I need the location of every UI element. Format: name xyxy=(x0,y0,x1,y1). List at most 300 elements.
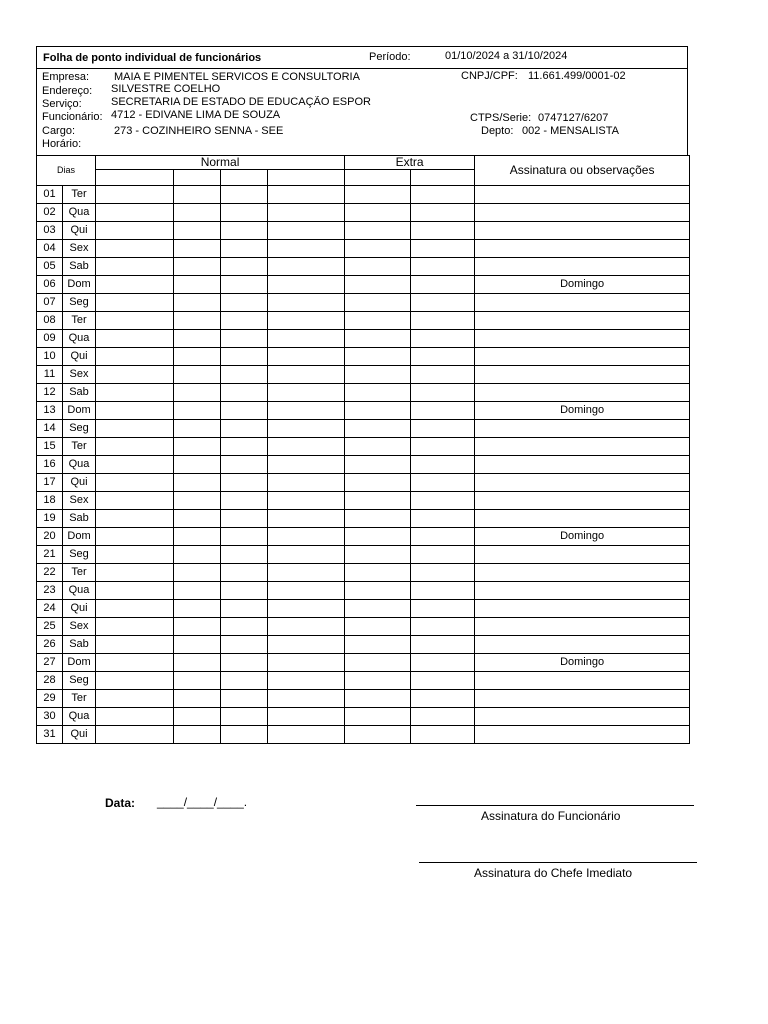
depto-label: Depto: xyxy=(481,125,514,137)
weekday-cell: Sex xyxy=(63,366,96,384)
cnpj-label: CNPJ/CPF: xyxy=(461,70,518,82)
normal-exit-2-cell xyxy=(268,492,345,510)
normal-entry-1-cell xyxy=(96,384,174,402)
weekday-cell: Sab xyxy=(63,636,96,654)
observation-cell xyxy=(475,582,690,600)
observation-cell xyxy=(475,456,690,474)
table-row xyxy=(37,564,690,582)
extra-exit-cell xyxy=(411,384,475,402)
weekday-cell: Seg xyxy=(63,672,96,690)
table-row xyxy=(37,240,690,258)
day-cell: 27 xyxy=(37,654,63,672)
normal-entry-2-cell xyxy=(221,384,268,402)
normal-exit-1-cell xyxy=(174,600,221,618)
ctps-value: 0747127/6207 xyxy=(538,112,609,124)
day-cell: 23 xyxy=(37,582,63,600)
servico-value: SECRETARIA DE ESTADO DE EDUCAÇÃO ESPOR xyxy=(111,96,371,108)
normal-entry-1-cell xyxy=(96,366,174,384)
table-row xyxy=(37,438,690,456)
table-row xyxy=(37,456,690,474)
weekday-cell: Qui xyxy=(63,348,96,366)
normal-exit-2-cell xyxy=(268,510,345,528)
empresa-label: Empresa: xyxy=(42,71,90,83)
observation-cell xyxy=(475,492,690,510)
normal-entry-1-cell xyxy=(96,456,174,474)
normal-entry-2-cell xyxy=(221,636,268,654)
weekday-cell: Qua xyxy=(63,582,96,600)
day-cell: 30 xyxy=(37,708,63,726)
normal-exit-1-cell xyxy=(174,618,221,636)
normal-header: Normal xyxy=(96,156,345,170)
extra-entry-cell xyxy=(345,672,411,690)
assinatura-header: Assinatura ou observações xyxy=(475,156,690,186)
normal-exit-1-cell xyxy=(174,564,221,582)
normal-entry-2-cell xyxy=(221,546,268,564)
normal-exit-2-cell xyxy=(268,636,345,654)
normal-entry-2-cell xyxy=(221,510,268,528)
extra-entry-cell xyxy=(345,474,411,492)
day-cell: 05 xyxy=(37,258,63,276)
normal-exit-1-cell xyxy=(174,366,221,384)
normal-exit-2-cell xyxy=(268,276,345,294)
normal-entry-1-header xyxy=(96,170,174,186)
normal-entry-1-cell xyxy=(96,600,174,618)
normal-entry-2-header xyxy=(221,170,268,186)
normal-exit-1-cell xyxy=(174,384,221,402)
extra-exit-cell xyxy=(411,564,475,582)
dias-header: Dias xyxy=(37,156,96,186)
extra-exit-cell xyxy=(411,222,475,240)
normal-exit-2-cell xyxy=(268,186,345,204)
extra-entry-header xyxy=(345,170,411,186)
observation-cell xyxy=(475,510,690,528)
table-row xyxy=(37,186,690,204)
page-title: Folha de ponto individual de funcionários xyxy=(43,52,262,64)
day-cell: 21 xyxy=(37,546,63,564)
observation-cell xyxy=(475,294,690,312)
normal-entry-1-cell xyxy=(96,312,174,330)
normal-entry-1-cell xyxy=(96,438,174,456)
day-cell: 03 xyxy=(37,222,63,240)
normal-exit-2-cell xyxy=(268,618,345,636)
normal-entry-2-cell xyxy=(221,348,268,366)
data-label: Data: xyxy=(105,796,136,810)
extra-entry-cell xyxy=(345,654,411,672)
weekday-cell: Qua xyxy=(63,456,96,474)
normal-entry-2-cell xyxy=(221,618,268,636)
extra-exit-cell xyxy=(411,600,475,618)
table-row xyxy=(37,204,690,222)
normal-exit-2-cell xyxy=(268,240,345,258)
chefe-signature-line xyxy=(419,862,697,863)
normal-exit-2-cell xyxy=(268,528,345,546)
normal-exit-1-cell xyxy=(174,546,221,564)
weekday-cell: Ter xyxy=(63,312,96,330)
table-row xyxy=(37,636,690,654)
normal-exit-1-cell xyxy=(174,474,221,492)
normal-exit-2-cell xyxy=(268,564,345,582)
normal-exit-2-cell xyxy=(268,582,345,600)
normal-entry-1-cell xyxy=(96,276,174,294)
table-row xyxy=(37,366,690,384)
normal-exit-1-cell xyxy=(174,492,221,510)
normal-entry-2-cell xyxy=(221,654,268,672)
extra-exit-header xyxy=(411,170,475,186)
extra-entry-cell xyxy=(345,546,411,564)
title-bar xyxy=(36,46,688,68)
observation-cell xyxy=(475,726,690,744)
normal-exit-1-cell xyxy=(174,186,221,204)
weekday-cell: Ter xyxy=(63,564,96,582)
extra-entry-cell xyxy=(345,402,411,420)
normal-entry-1-cell xyxy=(96,708,174,726)
extra-entry-cell xyxy=(345,690,411,708)
extra-entry-cell xyxy=(345,636,411,654)
observation-cell xyxy=(475,258,690,276)
day-cell: 09 xyxy=(37,330,63,348)
observation-cell xyxy=(475,204,690,222)
normal-entry-1-cell xyxy=(96,186,174,204)
normal-entry-1-cell xyxy=(96,222,174,240)
servico-label: Serviço: xyxy=(42,98,82,110)
weekday-cell: Dom xyxy=(63,528,96,546)
observation-cell xyxy=(475,384,690,402)
table-row xyxy=(37,708,690,726)
normal-entry-2-cell xyxy=(221,582,268,600)
normal-exit-2-cell xyxy=(268,258,345,276)
extra-exit-cell xyxy=(411,420,475,438)
observation-cell xyxy=(475,618,690,636)
observation-cell xyxy=(475,690,690,708)
day-cell: 18 xyxy=(37,492,63,510)
table-row xyxy=(37,474,690,492)
day-cell: 13 xyxy=(37,402,63,420)
normal-entry-2-cell xyxy=(221,708,268,726)
normal-entry-1-cell xyxy=(96,546,174,564)
normal-entry-1-cell xyxy=(96,618,174,636)
chefe-signature-label: Assinatura do Chefe Imediato xyxy=(474,866,633,880)
table-row xyxy=(37,672,690,690)
observation-cell xyxy=(475,222,690,240)
table-row xyxy=(37,546,690,564)
extra-entry-cell xyxy=(345,510,411,528)
observation-cell: Domingo xyxy=(475,654,690,672)
extra-exit-cell xyxy=(411,276,475,294)
extra-exit-cell xyxy=(411,708,475,726)
normal-exit-1-cell xyxy=(174,510,221,528)
extra-exit-cell xyxy=(411,204,475,222)
extra-exit-cell xyxy=(411,510,475,528)
weekday-cell: Sab xyxy=(63,510,96,528)
depto-value: 002 - MENSALISTA xyxy=(522,125,619,137)
weekday-cell: Sab xyxy=(63,258,96,276)
normal-exit-2-cell xyxy=(268,420,345,438)
cargo-label: Cargo: xyxy=(42,125,76,137)
observation-cell xyxy=(475,348,690,366)
observation-cell xyxy=(475,564,690,582)
normal-entry-1-cell xyxy=(96,654,174,672)
normal-entry-2-cell xyxy=(221,222,268,240)
normal-exit-1-cell xyxy=(174,438,221,456)
extra-exit-cell xyxy=(411,438,475,456)
day-cell: 01 xyxy=(37,186,63,204)
day-cell: 14 xyxy=(37,420,63,438)
weekday-cell: Sex xyxy=(63,240,96,258)
normal-entry-2-cell xyxy=(221,276,268,294)
normal-entry-2-cell xyxy=(221,690,268,708)
extra-entry-cell xyxy=(345,222,411,240)
extra-exit-cell xyxy=(411,366,475,384)
extra-exit-cell xyxy=(411,528,475,546)
extra-entry-cell xyxy=(345,438,411,456)
empresa-value: MAIA E PIMENTEL SERVICOS E CONSULTORIA xyxy=(114,71,360,83)
extra-entry-cell xyxy=(345,348,411,366)
observation-cell: Domingo xyxy=(475,402,690,420)
funcionario-signature-line xyxy=(416,805,694,806)
day-cell: 10 xyxy=(37,348,63,366)
table-row xyxy=(37,402,690,420)
normal-entry-2-cell xyxy=(221,420,268,438)
normal-exit-1-cell xyxy=(174,528,221,546)
extra-exit-cell xyxy=(411,240,475,258)
extra-exit-cell xyxy=(411,672,475,690)
table-row xyxy=(37,258,690,276)
endereco-label: Endereço: xyxy=(42,85,93,97)
extra-entry-cell xyxy=(345,294,411,312)
normal-entry-1-cell xyxy=(96,330,174,348)
normal-exit-1-cell xyxy=(174,582,221,600)
employee-info xyxy=(36,68,688,155)
weekday-cell: Ter xyxy=(63,438,96,456)
weekday-cell: Qua xyxy=(63,204,96,222)
weekday-cell: Sex xyxy=(63,618,96,636)
normal-exit-2-cell xyxy=(268,384,345,402)
observation-cell xyxy=(475,366,690,384)
weekday-cell: Qui xyxy=(63,726,96,744)
normal-exit-1-cell xyxy=(174,222,221,240)
normal-exit-2-header xyxy=(268,170,345,186)
extra-entry-cell xyxy=(345,708,411,726)
weekday-cell: Qui xyxy=(63,474,96,492)
normal-exit-2-cell xyxy=(268,330,345,348)
table-row xyxy=(37,492,690,510)
normal-entry-2-cell xyxy=(221,330,268,348)
day-cell: 29 xyxy=(37,690,63,708)
table-row xyxy=(37,420,690,438)
normal-exit-2-cell xyxy=(268,672,345,690)
weekday-cell: Ter xyxy=(63,186,96,204)
normal-entry-1-cell xyxy=(96,294,174,312)
extra-exit-cell xyxy=(411,726,475,744)
table-row xyxy=(37,294,690,312)
day-cell: 15 xyxy=(37,438,63,456)
weekday-cell: Seg xyxy=(63,420,96,438)
normal-exit-1-cell xyxy=(174,690,221,708)
day-cell: 25 xyxy=(37,618,63,636)
extra-exit-cell xyxy=(411,312,475,330)
extra-entry-cell xyxy=(345,330,411,348)
normal-exit-2-cell xyxy=(268,222,345,240)
normal-entry-1-cell xyxy=(96,258,174,276)
normal-entry-2-cell xyxy=(221,474,268,492)
normal-exit-1-cell xyxy=(174,636,221,654)
normal-exit-1-cell xyxy=(174,654,221,672)
normal-entry-1-cell xyxy=(96,726,174,744)
normal-entry-1-cell xyxy=(96,402,174,420)
table-row xyxy=(37,312,690,330)
normal-exit-1-cell xyxy=(174,276,221,294)
extra-entry-cell xyxy=(345,420,411,438)
table-row xyxy=(37,528,690,546)
normal-exit-1-header xyxy=(174,170,221,186)
funcionario-value: 4712 - EDIVANE LIMA DE SOUZA xyxy=(111,109,281,121)
normal-entry-2-cell xyxy=(221,528,268,546)
normal-exit-2-cell xyxy=(268,366,345,384)
normal-exit-1-cell xyxy=(174,672,221,690)
weekday-cell: Sex xyxy=(63,492,96,510)
normal-entry-2-cell xyxy=(221,564,268,582)
periodo-label: Período: xyxy=(369,51,411,63)
normal-entry-1-cell xyxy=(96,528,174,546)
day-cell: 19 xyxy=(37,510,63,528)
extra-exit-cell xyxy=(411,654,475,672)
weekday-cell: Qua xyxy=(63,330,96,348)
normal-exit-1-cell xyxy=(174,258,221,276)
observation-cell xyxy=(475,600,690,618)
normal-exit-2-cell xyxy=(268,294,345,312)
day-cell: 12 xyxy=(37,384,63,402)
extra-exit-cell xyxy=(411,348,475,366)
observation-cell xyxy=(475,636,690,654)
normal-exit-1-cell xyxy=(174,330,221,348)
normal-exit-1-cell xyxy=(174,726,221,744)
day-cell: 07 xyxy=(37,294,63,312)
observation-cell: Domingo xyxy=(475,528,690,546)
normal-entry-1-cell xyxy=(96,636,174,654)
horario-label: Horário: xyxy=(42,138,82,150)
observation-cell xyxy=(475,312,690,330)
table-row xyxy=(37,330,690,348)
extra-entry-cell xyxy=(345,366,411,384)
timesheet xyxy=(36,46,688,744)
observation-cell xyxy=(475,474,690,492)
normal-entry-2-cell xyxy=(221,438,268,456)
normal-exit-2-cell xyxy=(268,726,345,744)
extra-entry-cell xyxy=(345,582,411,600)
normal-entry-1-cell xyxy=(96,510,174,528)
table-row xyxy=(37,276,690,294)
normal-entry-2-cell xyxy=(221,456,268,474)
extra-exit-cell xyxy=(411,294,475,312)
extra-entry-cell xyxy=(345,528,411,546)
funcionario-label: Funcionário: xyxy=(42,111,103,123)
normal-exit-2-cell xyxy=(268,348,345,366)
day-cell: 08 xyxy=(37,312,63,330)
normal-entry-2-cell xyxy=(221,258,268,276)
extra-exit-cell xyxy=(411,330,475,348)
day-cell: 24 xyxy=(37,600,63,618)
extra-exit-cell xyxy=(411,186,475,204)
day-cell: 04 xyxy=(37,240,63,258)
extra-entry-cell xyxy=(345,240,411,258)
weekday-cell: Seg xyxy=(63,294,96,312)
endereco-value: SILVESTRE COELHO xyxy=(111,83,221,95)
normal-entry-2-cell xyxy=(221,672,268,690)
extra-exit-cell xyxy=(411,690,475,708)
normal-entry-1-cell xyxy=(96,420,174,438)
normal-exit-1-cell xyxy=(174,294,221,312)
observation-cell xyxy=(475,438,690,456)
extra-exit-cell xyxy=(411,492,475,510)
normal-exit-1-cell xyxy=(174,708,221,726)
normal-exit-2-cell xyxy=(268,204,345,222)
normal-entry-2-cell xyxy=(221,366,268,384)
table-row xyxy=(37,618,690,636)
normal-entry-1-cell xyxy=(96,672,174,690)
day-cell: 16 xyxy=(37,456,63,474)
day-cell: 11 xyxy=(37,366,63,384)
table-row xyxy=(37,384,690,402)
normal-exit-2-cell xyxy=(268,402,345,420)
normal-exit-2-cell xyxy=(268,474,345,492)
normal-exit-2-cell xyxy=(268,438,345,456)
extra-exit-cell xyxy=(411,546,475,564)
normal-entry-1-cell xyxy=(96,492,174,510)
normal-exit-2-cell xyxy=(268,654,345,672)
normal-entry-1-cell xyxy=(96,348,174,366)
observation-cell xyxy=(475,240,690,258)
normal-entry-1-cell xyxy=(96,690,174,708)
day-cell: 20 xyxy=(37,528,63,546)
periodo-value: 01/10/2024 a 31/10/2024 xyxy=(445,50,568,62)
extra-entry-cell xyxy=(345,204,411,222)
extra-entry-cell xyxy=(345,258,411,276)
table-row xyxy=(37,582,690,600)
normal-exit-2-cell xyxy=(268,456,345,474)
extra-entry-cell xyxy=(345,456,411,474)
normal-exit-2-cell xyxy=(268,690,345,708)
normal-entry-1-cell xyxy=(96,240,174,258)
normal-exit-1-cell xyxy=(174,348,221,366)
weekday-cell: Dom xyxy=(63,276,96,294)
normal-exit-1-cell xyxy=(174,204,221,222)
extra-entry-cell xyxy=(345,618,411,636)
extra-exit-cell xyxy=(411,258,475,276)
normal-exit-2-cell xyxy=(268,312,345,330)
extra-exit-cell xyxy=(411,618,475,636)
normal-entry-1-cell xyxy=(96,474,174,492)
extra-exit-cell xyxy=(411,456,475,474)
normal-entry-2-cell xyxy=(221,726,268,744)
extra-exit-cell xyxy=(411,474,475,492)
normal-exit-2-cell xyxy=(268,546,345,564)
cargo-value: 273 - COZINHEIRO SENNA - SEE xyxy=(114,125,284,137)
normal-exit-1-cell xyxy=(174,402,221,420)
normal-exit-1-cell xyxy=(174,420,221,438)
extra-entry-cell xyxy=(345,600,411,618)
extra-entry-cell xyxy=(345,186,411,204)
observation-cell xyxy=(475,672,690,690)
day-cell: 17 xyxy=(37,474,63,492)
table-row xyxy=(37,654,690,672)
normal-entry-2-cell xyxy=(221,294,268,312)
table-row xyxy=(37,348,690,366)
extra-entry-cell xyxy=(345,276,411,294)
normal-exit-1-cell xyxy=(174,456,221,474)
extra-entry-cell xyxy=(345,726,411,744)
observation-cell xyxy=(475,186,690,204)
observation-cell xyxy=(475,708,690,726)
